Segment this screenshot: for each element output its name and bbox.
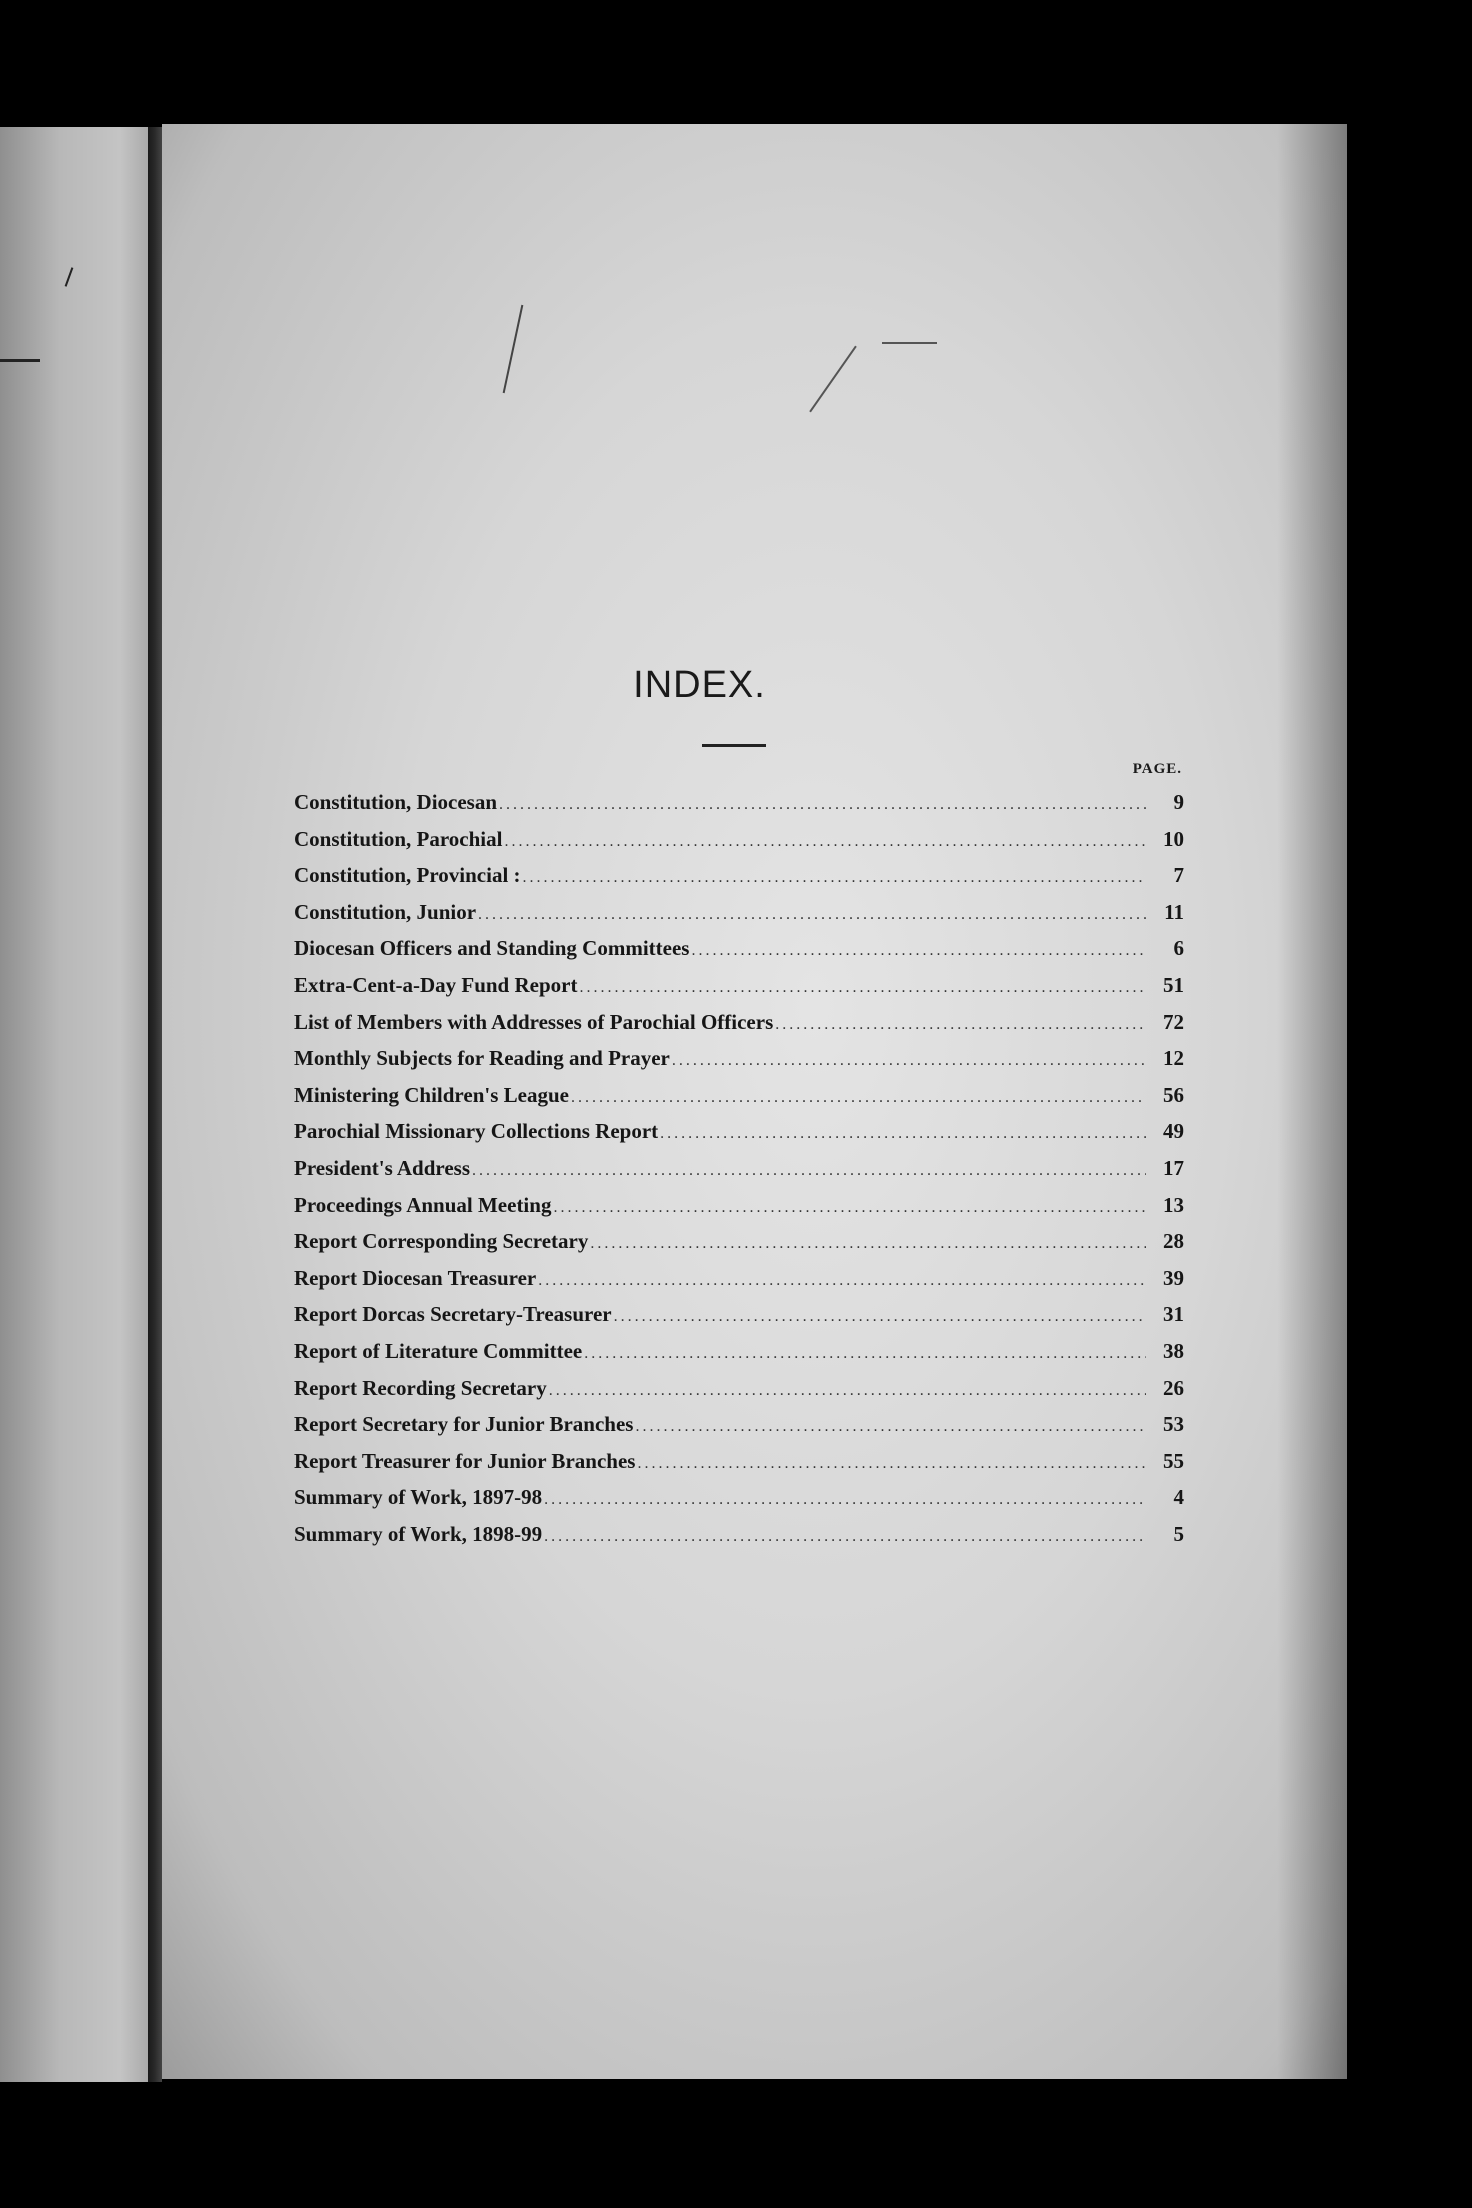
index-entry bbox=[294, 1040, 1184, 1077]
index-entry bbox=[294, 784, 1184, 821]
entry-title: President's Address bbox=[294, 1155, 470, 1180]
entry-title: Report Diocesan Treasurer bbox=[294, 1265, 537, 1290]
binding-gutter bbox=[148, 127, 162, 2082]
index-entry bbox=[294, 1004, 1184, 1041]
pencil-mark bbox=[809, 346, 857, 413]
dot-leader bbox=[553, 1190, 1146, 1227]
entry-page-number: 5 bbox=[1173, 1521, 1184, 1546]
entry-title: Report of Literature Committee bbox=[294, 1338, 583, 1363]
index-entry bbox=[294, 967, 1184, 1004]
entry-page-number: 53 bbox=[1163, 1412, 1184, 1437]
dot-leader bbox=[691, 933, 1146, 970]
dot-leader bbox=[478, 897, 1146, 934]
dot-leader bbox=[549, 1373, 1146, 1410]
index-entry bbox=[294, 930, 1184, 967]
dot-leader bbox=[672, 1043, 1146, 1080]
entry-title: Constitution, Provincial : bbox=[294, 863, 521, 888]
entry-page-number: 55 bbox=[1163, 1448, 1184, 1473]
entry-title: Extra-Cent-a-Day Fund Report bbox=[294, 972, 578, 997]
entry-page-number: 11 bbox=[1164, 899, 1184, 924]
dot-leader bbox=[544, 1482, 1146, 1519]
entry-title: Diocesan Officers and Standing Committees bbox=[294, 936, 690, 961]
entry-page-number: 56 bbox=[1163, 1082, 1184, 1107]
entry-page-number: 7 bbox=[1173, 863, 1184, 888]
entry-title: Proceedings Annual Meeting bbox=[294, 1192, 552, 1217]
entry-page-number: 12 bbox=[1163, 1046, 1184, 1071]
dot-leader bbox=[538, 1263, 1146, 1300]
index-entry bbox=[294, 1077, 1184, 1114]
index-title: INDEX. bbox=[633, 664, 766, 706]
entry-page-number: 9 bbox=[1173, 790, 1184, 814]
index-entry bbox=[294, 1333, 1184, 1370]
entry-page-number: 6 bbox=[1173, 936, 1184, 961]
entry-title: Report Dorcas Secretary-Treasurer bbox=[294, 1302, 612, 1327]
dot-leader bbox=[499, 787, 1146, 824]
index-entry bbox=[294, 821, 1184, 858]
index-entry bbox=[294, 894, 1184, 931]
dot-leader bbox=[614, 1299, 1146, 1336]
index-page bbox=[162, 124, 1347, 2079]
entry-page-number: 51 bbox=[1163, 972, 1184, 997]
page-column-header: PAGE. bbox=[1132, 761, 1182, 777]
index-entry bbox=[294, 1260, 1184, 1297]
entry-title: Constitution, Diocesan bbox=[294, 790, 498, 814]
entry-title: Report Recording Secretary bbox=[294, 1375, 547, 1400]
dot-leader bbox=[571, 1080, 1146, 1117]
dot-leader bbox=[579, 970, 1146, 1007]
entry-title: Summary of Work, 1897-98 bbox=[294, 1485, 543, 1510]
index-entry bbox=[294, 1223, 1184, 1260]
dot-leader bbox=[584, 1336, 1146, 1373]
entry-page-number: 10 bbox=[1163, 826, 1184, 851]
dot-leader bbox=[544, 1519, 1146, 1556]
entry-page-number: 13 bbox=[1163, 1192, 1184, 1217]
entry-page-number: 17 bbox=[1163, 1155, 1184, 1180]
dot-leader bbox=[635, 1409, 1146, 1446]
index-entry bbox=[294, 1113, 1184, 1150]
dot-leader bbox=[523, 860, 1146, 897]
entry-page-number: 31 bbox=[1163, 1302, 1184, 1327]
pencil-mark bbox=[65, 267, 74, 286]
index-entry bbox=[294, 857, 1184, 894]
entry-title: Constitution, Parochial bbox=[294, 826, 503, 851]
index-entry bbox=[294, 1516, 1184, 1553]
entry-title: Report Treasurer for Junior Branches bbox=[294, 1448, 636, 1473]
entry-title: Report Corresponding Secretary bbox=[294, 1229, 589, 1254]
index-entry bbox=[294, 1443, 1184, 1480]
index-entry bbox=[294, 1370, 1184, 1407]
entry-title: Summary of Work, 1898-99 bbox=[294, 1521, 543, 1546]
pencil-mark bbox=[503, 305, 524, 393]
entry-page-number: 28 bbox=[1163, 1229, 1184, 1254]
entry-page-number: 72 bbox=[1163, 1009, 1184, 1034]
dot-leader bbox=[775, 1007, 1146, 1044]
entry-page-number: 49 bbox=[1163, 1119, 1184, 1144]
entry-page-number: 26 bbox=[1163, 1375, 1184, 1400]
dot-leader bbox=[590, 1226, 1146, 1263]
entry-page-number: 39 bbox=[1163, 1265, 1184, 1290]
dot-leader bbox=[504, 824, 1146, 861]
entry-page-number: 4 bbox=[1173, 1485, 1184, 1510]
index-entry bbox=[294, 1150, 1184, 1187]
entry-title: Report Secretary for Junior Branches bbox=[294, 1412, 634, 1437]
index-entry bbox=[294, 1479, 1184, 1516]
dot-leader bbox=[637, 1446, 1146, 1483]
dot-leader bbox=[472, 1153, 1146, 1190]
entry-title: Ministering Children's League bbox=[294, 1082, 569, 1107]
dot-leader bbox=[660, 1116, 1146, 1153]
facing-page-edge bbox=[0, 127, 150, 2082]
pencil-mark bbox=[0, 359, 40, 362]
index-entry bbox=[294, 1296, 1184, 1333]
entry-page-number: 38 bbox=[1163, 1338, 1184, 1363]
entry-title: Constitution, Junior bbox=[294, 899, 477, 924]
index-entries bbox=[294, 784, 1184, 1552]
pencil-mark bbox=[882, 342, 937, 344]
entry-title: Monthly Subjects for Reading and Prayer bbox=[294, 1046, 670, 1071]
entry-title: Parochial Missionary Collections Report bbox=[294, 1119, 659, 1144]
title-rule bbox=[702, 744, 766, 747]
index-entry bbox=[294, 1406, 1184, 1443]
index-entry bbox=[294, 1187, 1184, 1224]
entry-title: List of Members with Addresses of Parochial Officers bbox=[294, 1009, 774, 1034]
